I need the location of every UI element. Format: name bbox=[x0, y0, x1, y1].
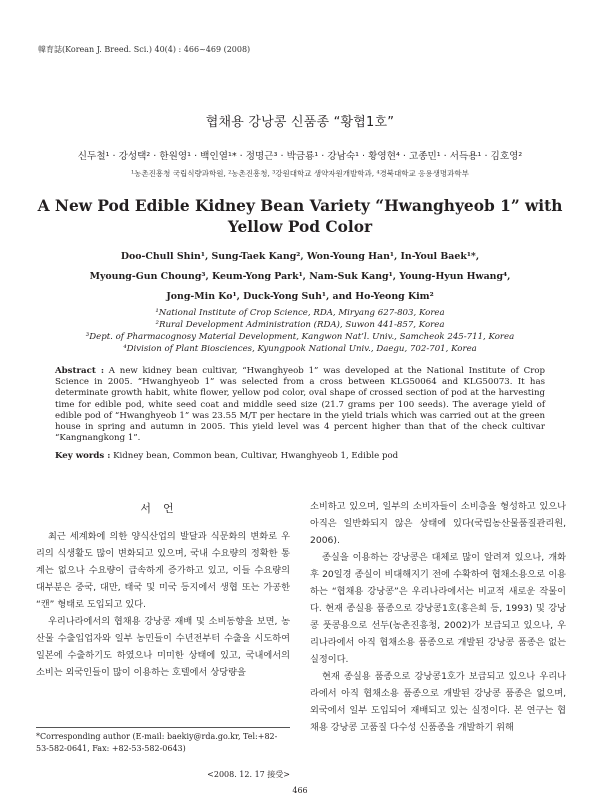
keywords-label: Key words : bbox=[55, 451, 111, 461]
korean-affiliations: ¹농촌진흥청 국립식량과학원, ²농촌진흥청, ³강원대학교 생약자원개발학과, ⁴경북대학교 응용생명과학부 bbox=[131, 169, 469, 178]
left-column bbox=[36, 528, 290, 681]
english-authors-line-3: Jong-Min Ko¹, Duck-Yong Suh¹, and Ho-Yeong Kim² bbox=[166, 291, 434, 302]
english-authors-line-2: Myoung-Gun Choung³, Keum-Yong Park¹, Nam-Suk Kang¹, Young-Hyun Hwang⁴, bbox=[89, 271, 511, 282]
corresponding-author-footnote: *Corresponding author (E-mail: baekiy@rda.go.kr, Tel:+82-53-582-0641, Fax: +82-53-582-0643) bbox=[36, 732, 278, 753]
keywords-text: Kidney bean, Common bean, Cultivar, Hwanghyeob 1, Edible pod bbox=[113, 451, 399, 461]
abstract bbox=[55, 366, 545, 444]
right-paragraph-3: 현재 종실용 품종으로 강낭콩1호가 보급되고 있으나 우리나라에서 아직 협채소용 품종으로 개발된 강낭콩 품종은 없으며, 외국에서 일부 도입되어 재배되고 있는 실정이다. 본 연구는 협채용 강낭콩 고품질 다수성 신품종을 개발하기 위해 bbox=[310, 671, 566, 733]
english-affiliation-1: ¹National Institute of Crop Science, RDA, Miryang 627-803, Korea bbox=[155, 308, 445, 318]
right-paragraph-2: 종실을 이용하는 강낭콩은 대체로 많이 알려져 있으나, 개화후 20일경 종실이 비대해지기 전에 수확하여 협채소용으로 이용하는 “협채용 강낭콩”은 우리나라에서는 비교적 새로운 작물이다. 현재 종실용 품종으로 강낭콩1호(홍은희 등, 1993) 및 강낭콩 풋콩용으로 선두(농촌진흥청, 2002)가 보급되고 있으나, 우리나라에서 아직 협채소용 품종으로 개발된 강낭콩 품종은 없는 실정이다. bbox=[310, 552, 566, 665]
footnote-divider bbox=[36, 727, 290, 728]
english-authors-line-1: Doo-Chull Shin¹, Sung-Taek Kang², Won-Young Han¹, In-Youl Baek¹*, bbox=[120, 251, 480, 262]
korean-authors: 신두철¹ · 강성택² · 한원영¹ · 백인열¹* · 정명근³ · 박금룡¹ · 강남숙¹ · 황영현⁴ · 고종민¹ · 서득용¹ · 김호영² bbox=[77, 151, 523, 162]
received-date: <2008. 12. 17 接受> bbox=[207, 770, 290, 779]
left-paragraph-1: 최근 세계화에 의한 양식산업의 발달과 식문화의 변화로 우리의 식생활도 많이 변화되고 있으며, 국내 수요량의 정확한 통계는 없으나 수요량이 급속하게 증가하고 있고, 이들 수요량의 대부분은 중국, 대만, 태국 및 미국 등지에서 생협 또는 가공한 “캔” 형태로 도입되고 있다. bbox=[36, 531, 290, 610]
abstract-label: Abstract : bbox=[55, 366, 104, 376]
keywords bbox=[55, 451, 545, 461]
korean-title: 협채용 강낭콩 신품종 “황협1호” bbox=[205, 115, 395, 130]
left-paragraph-2: 우리나라에서의 협채용 강낭콩 재배 및 소비동향을 보면, 농산물 수출입업자와 일부 농민들이 수년전부터 수출을 시도하여 일본에 수출하기도 하였으나 미미한 상태에 있고, 국내에서의 소비는 외국인들이 많이 이용하는 호텔에서 상당량을 bbox=[36, 616, 290, 678]
section-heading-introduction: 서언 bbox=[140, 502, 186, 515]
english-affiliation-4: ⁴Division of Plant Biosciences, Kyungpook National Univ., Daegu, 702-701, Korea bbox=[123, 344, 477, 354]
english-title bbox=[0, 196, 600, 238]
right-paragraph-1: 소비하고 있으며, 일부의 소비자들이 소비층을 형성하고 있으나 아직은 일반화되지 않은 상태에 있다(국립농산물품질관리원, 2006). bbox=[310, 501, 566, 546]
english-affiliation-3: ³Dept. of Pharmacognosy Material Development, Kangwon Nat’l. Univ., Samcheok 245-711, Korea bbox=[85, 332, 515, 342]
page-number: 466 bbox=[292, 786, 308, 795]
english-title-line-1: A New Pod Edible Kidney Bean Variety “Hwanghyeob 1” with bbox=[37, 197, 563, 215]
journal-citation: 韓育誌(Korean J. Breed. Sci.) 40(4) : 466~469 (2008) bbox=[38, 45, 251, 54]
abstract-text: A new kidney bean cultivar, “Hwanghyeob 1” was developed at the National Institute of Crop Science in 2005. “Hwanghyeob 1” was selected from a cross between KLG50064 and KLG50073. It has determinate growth habit, white flower, yellow pod color, oval shape of crossed section of pod at the harvesting time for edible pod, white seed coat and middle seed size (21.7 grams per 100 seeds). The average yield of edible pod of “Hwanghyeob 1” was 23.55 M/T per hectare in the yield trials which was carried out at the green house in spring and autumn in 2005. This yield level was 4 percent higher than that of the check cultivar “Kangnangkong 1”. bbox=[55, 366, 545, 444]
english-title-line-2: Yellow Pod Color bbox=[227, 218, 373, 236]
right-column bbox=[310, 498, 566, 736]
english-affiliation-2: ²Rural Development Administration (RDA), Suwon 441-857, Korea bbox=[155, 320, 445, 330]
